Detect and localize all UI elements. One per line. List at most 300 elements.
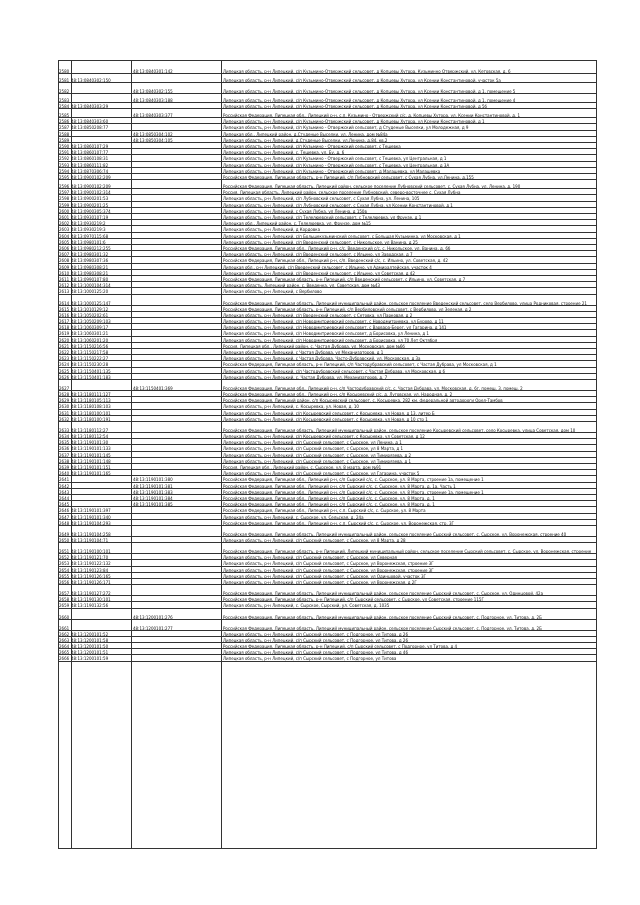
cadastral-number-b: [133, 220, 221, 225]
cadastral-number-a: 48:13:1200101:50: [71, 644, 109, 649]
cadastral-number-b: [133, 318, 221, 323]
address-cell: Липецкая область, р-н Липецкий, с/п Новодмитриевский сельсовет, с Варвара-Берег, ул Гагарина, д 141: [223, 325, 447, 330]
row-number: 2614: [59, 300, 70, 305]
cadastral-number-b: [133, 202, 221, 207]
cadastral-number-b: [133, 573, 221, 578]
row-number: 2599: [59, 202, 70, 207]
address-cell: Российская Федерация, Липецкая обл., Липецкий р-н, с/п Сырский с/с, с. Сырское, ул. 8 Марта, строение 1а, помещение 1: [223, 477, 484, 482]
row-number: 2581: [59, 78, 70, 82]
cadastral-number-b: [133, 343, 221, 348]
address-cell: Липецкая область, р-н Липецкий, с/п Сырский сельсовет, с Сырское, ул Одинцовой, участок 3Г: [223, 573, 426, 578]
cadastral-number-a: 48:13:0980307:36: [71, 258, 109, 263]
table-row: [58, 109, 597, 118]
document-table: [58, 60, 597, 849]
address-cell: Липецкая область, р-н Липецкий, с/п Сырский сельсовет, с Сырское, ул 8 Марта, д 28: [223, 538, 406, 543]
address-cell: Российская Федерация, Липецкая область, р-н Липецкий, с/п Сырский сельсовет, с Сырское, ул Советская, строение 115Г: [223, 597, 484, 602]
cadastral-number-a: 48:13:1150230:28: [71, 362, 109, 367]
address-cell: Липецкая область, р-н Липецкий, с. Тешевка, ул. Бу, д. 6: [223, 150, 345, 155]
cadastral-number-b: [133, 403, 221, 408]
cadastral-number-b: 48:13:0850304:102: [133, 131, 173, 136]
cadastral-number-b: [133, 257, 221, 262]
row-number: 2621: [59, 343, 70, 348]
cadastral-number-a: 48:13:1010129:12: [71, 306, 109, 311]
cadastral-number-a: 48:13:1060301:21: [71, 331, 109, 336]
address-cell: Липецкая область, р-н Липецкий, с/п Сырский сельсовет, с Сырское, ул Ленина, д 1: [223, 440, 402, 445]
address-cell: Российская Федерация, Липецкая обл., Липецкий р-н, с.п. Сырский с/с, с. Сырское, ул. 8 Марта: [223, 508, 426, 513]
cadastral-number-b: [133, 416, 221, 421]
cadastral-number-b: [133, 74, 221, 82]
cadastral-number-a: 48:13:1190126:165: [71, 573, 111, 578]
table-row: [58, 94, 597, 103]
row-number: 2613: [59, 289, 70, 294]
address-cell: Липецкая область, р-н Липецкий, с/п Косыревский сельсовет, с Косыревка, ул Новая, д 10 стр 1: [223, 416, 428, 421]
cadastral-number-b: [133, 374, 221, 379]
address-cell: Липецкая область, р-н Липецкий, с/п Частодубравский сельсовет, с Частая Дубрава, ул Московская, д 6: [223, 368, 446, 373]
cadastral-number-a: 48:13:0980308:21: [71, 270, 109, 275]
cadastral-number-a: [71, 83, 129, 93]
cadastral-number-b: [133, 349, 221, 354]
row-number: 2597: [59, 190, 70, 195]
row-number: 2592: [59, 156, 70, 161]
row-number: 2658: [59, 597, 70, 602]
address-cell: Липецкая область, р-н Липецкий, с/п Сырский сельсовет, с Подгорное, ул Титова, д 26: [223, 631, 408, 636]
address-cell: Липецкая область, р-н Липецкий, с Вербилово: [223, 289, 322, 294]
address-cell: Липецкая обл., Липецкий район, с. Телелюевка, ул. Фрунзе, дом №15: [223, 221, 371, 226]
cadastral-number-a: 48:13:0840303:29: [71, 104, 109, 109]
cadastral-number-b: [133, 631, 221, 636]
cadastral-number-b: 48:13:0840303:377: [133, 113, 173, 118]
cadastral-number-a: 48:13:1190123:84: [71, 567, 109, 572]
cadastral-number-b: [133, 288, 221, 293]
address-cell: Липецкая область, р-н Липецкий, с. Сырское, ул. Сельская, д. 24а: [223, 514, 364, 519]
address-cell: Липецкая область, р-н Липецкий, с/п Большекузьминский сельсовет, с Большая Кузьминка, ул Московская, д 1: [223, 233, 461, 238]
row-number: 2631: [59, 410, 70, 415]
row-number: 2632: [59, 416, 70, 421]
row-number: 2634: [59, 434, 70, 439]
cadastral-number-b: [133, 464, 221, 469]
address-cell: Липецкая область, р-н Липецкий, с. Косыревка, ул. Новая, д. 10: [223, 404, 359, 409]
row-number: 2583: [59, 98, 70, 102]
cadastral-number-a: 48:13:1190126:171: [71, 580, 111, 585]
table-row: [58, 585, 597, 596]
address-cell: Липецкая область, р-н Липецкий, с/п Сырский сельсовет, с Сырское, ул Воронежская, строение 3Г: [223, 567, 434, 572]
table-row: [58, 526, 597, 537]
cadastral-number-b: 48:13:0850304:105: [133, 137, 173, 142]
address-cell: Липецкая область, р-н Липецкий, с Частая Дубрава, ул Механизаторов, д 1: [223, 350, 384, 355]
cadastral-number-b: [133, 195, 221, 200]
address-cell: Российская Федерация, Липецкая область, р-н Липецкий, с/п Сырский сельсовет, с Подгорное, ул Титова, д 4: [223, 644, 458, 649]
address-cell: Российская Федерация, Липецкая область, Липецкий муниципальный район, сельское поселение Косыревский сельсовет, село Косыревка, улица Советская, дом 10: [223, 428, 576, 432]
table-row: [58, 74, 597, 83]
address-cell: Липецкая область, р-н Липецкий, с Частая Дубрава, Часто-Дубравский, ул. Московская, д 3а: [223, 356, 421, 361]
cadastral-number-a: 48:13:1190101:340: [71, 514, 111, 519]
cadastral-number-a: 48:13:1200101:58: [71, 637, 109, 642]
address-cell: Липецкая область, р-н Липецкий, с/п Новодмитриевский сельсовет, д Борисовка, ул 70 Лет Октября: [223, 337, 438, 342]
row-number: 2655: [59, 573, 70, 578]
cadastral-number-b: [133, 103, 221, 108]
row-number: 2652: [59, 555, 70, 560]
address-cell: Липецкая область, р-н Липецкий, с/п Телелюевский сельсовет, с Телелюевка, ул Фрунзе, д 1: [223, 215, 422, 220]
row-number: 2644: [59, 496, 70, 501]
address-cell: Российская Федерация, Липецкая область, р-н Липецкий, с/п Частодубравский сельсовет, с Частая Дубрава, ул Московская, д 1: [223, 362, 497, 367]
cadastral-number-b: [133, 649, 221, 654]
cadastral-number-a: 48:13:0930219:3: [71, 227, 106, 232]
row-number: 2582: [59, 89, 70, 93]
address-cell: Российская Федерация, Липецкая область, р-н Липецкий, с/п Вербиловский сельсовет, с Вербилово, ул Зеленая, д 2: [223, 306, 472, 311]
row-number: 2589: [59, 137, 70, 142]
address-cell: Липецкая область, р-н Липецкий, с/п Сырский сельсовет, с Сырское, ул Воронежская, строение 3Г: [223, 561, 434, 566]
cadastral-number-a: 48:13:0980212:255: [71, 246, 111, 251]
cadastral-number-a: 48:13:1190101:397: [71, 508, 111, 513]
cadastral-number-b: [133, 264, 221, 269]
table-row: [58, 543, 597, 554]
cadastral-number-a: [71, 476, 129, 481]
address-cell: Липецкая область, р-н Липецкий, с/п Кузьмино - Отвержский сельсовет, д Студеные Выселки, ул Молодежная, д 9: [223, 125, 469, 130]
row-number: 2620: [59, 337, 70, 342]
row-number: 2588: [59, 131, 70, 136]
cadastral-number-b: [133, 143, 221, 148]
cadastral-number-b: [133, 337, 221, 342]
address-cell: Липецкая область, р-н Липецкий, с/п Введенский сельсовет, с Ильино, ул Заводская, д 7: [223, 252, 413, 257]
row-number: 2633: [59, 428, 70, 432]
cadastral-number-b: [133, 655, 221, 660]
address-cell: Липецкая область, р-н Липецкий, с/п Сырский сельсовет, с Сырское, ул 8 Марта, д 1: [223, 446, 404, 451]
address-cell: Липецкая область, р-н Липецкий, с/п Кузьмино-Отвержский сельсовет, д Копцевы Хутора, ул Ксении Константиновой, д 5б: [223, 104, 488, 109]
row-number: 2593: [59, 162, 70, 167]
cadastral-number-b: [133, 155, 221, 160]
address-cell: Липецкая область, р-н Липецкий, с Сухая Лубна, ул Ленина, д 150в: [223, 208, 367, 213]
cadastral-number-b: [133, 361, 221, 366]
cadastral-number-b: 48:13:1150401:369: [133, 386, 173, 390]
address-cell: Российская Федерация, Липецкая обл., Липецкий р-н, с/п Сырский с/с, с. Сырское, ул. 8 Марта, д. 1: [223, 496, 435, 501]
cadastral-number-b: [133, 554, 221, 559]
row-number: 2596: [59, 184, 70, 189]
row-number: 2603: [59, 227, 70, 232]
cadastral-number-a: [71, 109, 129, 117]
row-number: 2602: [59, 221, 70, 226]
row-number: 2601: [59, 215, 70, 220]
address-cell: Липецкая область, р-н Липецкий, с/п Лубновский сельсовет, с Сухая Лубна, ул. Ленина, 105: [223, 196, 420, 201]
cadastral-number-b: [133, 602, 221, 607]
row-number: 2612: [59, 283, 70, 288]
cadastral-number-a: [71, 620, 129, 630]
cadastral-number-b: [133, 526, 221, 536]
table-row: [58, 60, 597, 74]
cadastral-number-a: 48:13:0850208:77: [71, 125, 109, 130]
address-cell: Липецкая область, р-н Липецкий, с/п Кузьмино - Отвержский сельсовет, с Тешевка, ул Центральная, д 1: [223, 156, 447, 161]
address-cell: Российская Федерация, Липецкая обл., Липецкий р-н, с/п Частодубравский с/с, с. Частая Дубрава, ул. Московская, д. 6г, помещ. 3, помещ. 2: [223, 386, 523, 390]
address-cell: Российская Федерация, Липецкая область, Липецкий муниципальный район, сельское поселение Сырский сельсовет, с. Подгорное, ул. Титова, д. 2Б: [223, 614, 542, 619]
address-cell: Российская Федерация, Липецкая область, Липецкий муниципальный район, сельское поселение Сырский сельсовет, с. Сырское, ул. Одинцовой, 42а: [223, 591, 544, 596]
cadastral-number-b: [133, 368, 221, 373]
address-cell: Липецкая область, р-н Липецкий, с/п Сырский сельсовет, с Подгорное, ул Титова, д 46: [223, 650, 408, 655]
cadastral-number-b: [133, 251, 221, 256]
cadastral-number-b: [133, 433, 221, 438]
cadastral-number-b: [133, 118, 221, 123]
cadastral-number-b: [133, 520, 221, 525]
cadastral-number-a: 48:13:1190101:165: [71, 471, 111, 476]
cadastral-number-b: [133, 226, 221, 231]
row-number: 2622: [59, 350, 70, 355]
table-row: [58, 83, 597, 94]
cadastral-number-a: 48:13:0990107:80: [71, 277, 109, 282]
cadastral-number-a: [71, 60, 129, 73]
cadastral-number-a: 48:13:1190101:30: [71, 440, 109, 445]
cadastral-number-b: [133, 422, 221, 432]
cadastral-number-b: [133, 306, 221, 311]
address-cell: Липецкая область, р-н Липецкий, с/п Косыревский сельсовет, с Косыревка, ул Советская, д 12: [223, 434, 425, 439]
cadastral-number-b: [133, 514, 221, 519]
cadastral-number-b: [133, 233, 221, 238]
address-cell: Российская Федерация, Липецкая обл., Липецкий р-н, с/п. Введенский с/с, с. Ильино, ул. Советская, д. 42: [223, 258, 448, 263]
row-number: 2584: [59, 104, 70, 109]
cadastral-number-b: [133, 208, 221, 213]
row-number: 2639: [59, 465, 70, 470]
address-cell: Российская Федерация, Липецкая обл., Липецкий р-н, с/п Сырский с/с, с. Сырское, ул. 8 Марта, д. 1: [223, 502, 435, 507]
cadastral-number-a: 48:13:1000125:20: [71, 289, 109, 294]
cadastral-number-a: 48:13:0860107:29: [71, 144, 109, 149]
address-cell: Российская Федерация, Липецкая область, р-н Липецкий, с/п Лубновский сельсовет, с Сухая Лубна, ул.Ленина, д.155: [223, 175, 474, 180]
row-number: 2615: [59, 306, 70, 311]
row-number: 2594: [59, 168, 70, 173]
row-number: 2609: [59, 264, 70, 269]
cadastral-number-a: [71, 495, 129, 500]
row-number: 2605: [59, 239, 70, 244]
row-number: 2653: [59, 561, 70, 566]
table-row: [58, 609, 597, 620]
row-number: 2607: [59, 252, 70, 257]
row-number: 2606: [59, 246, 70, 251]
cadastral-number-a: 48:13:0900201:53: [71, 196, 109, 201]
cadastral-number-b: 48:13:1190101:381: [133, 483, 173, 488]
address-cell: Липецкая область, р-н Липецкий, с/п Косыревский сельсовет, с Косыревка, ул Новая, д 13, литер Б: [223, 410, 435, 415]
row-number: 2646: [59, 508, 70, 513]
cadastral-number-a: [71, 483, 129, 488]
address-cell: Российская Федерация, Липецкая область, Липецкий муниципальный район, сельское поселение Сырский сельсовет, с. Сырское, ул. Воронежская, строение 40: [223, 532, 567, 536]
cadastral-number-a: 48:13:1180111:127: [71, 392, 111, 397]
cadastral-number-a: 48:13:0970115:68: [71, 233, 109, 238]
row-number: 2629: [59, 398, 70, 403]
address-cell: Российская Федерация, Липецкая обл., Липецкий р-н, с/с. Введенский с/с, с. Никольское, ул. Ванина, д. 6б: [223, 246, 451, 251]
cadastral-number-b: [133, 239, 221, 244]
cadastral-number-b: [133, 596, 221, 601]
address-cell: Липецкая область, р-н Липецкий, с/п Сырский сельсовет, с Подгорное, ул Титова: [223, 656, 397, 661]
address-cell: Российская Федерация, Липецкая область, Липецкий муниципальный район, сельское поселение Сырский сельсовет, с. Подгорное, ул. Титова, д. 2Б: [223, 625, 542, 630]
row-number: 2659: [59, 603, 70, 608]
row-number: 2600: [59, 208, 70, 213]
row-number: 2623: [59, 356, 70, 361]
cadastral-number-b: 48:13:1190101:385: [133, 502, 173, 507]
address-cell: Российская Федерация, Липецкая обл., Липецкий р-н, с.п. Сырский с/с, с. Сырское, ул. Воронежская, стр. 3Г: [223, 520, 454, 525]
cadastral-number-b: [133, 270, 221, 275]
address-cell: Липецкая область, р-н Липецкий, с/п Введенский сельсовет, с Ильино, ул Советская, д 42: [223, 270, 415, 275]
address-cell: Липецкая область, р-н Липецкий, с/п Сырский сельсовет, с Сырское, ул Гагарина, участок 5: [223, 471, 420, 476]
cadastral-number-a: [71, 137, 129, 142]
row-number: 2604: [59, 233, 70, 238]
cadastral-number-b: [133, 282, 221, 287]
cadastral-number-a: 48:13:1190121:70: [71, 555, 109, 560]
address-cell: Липецкая область, р-н Липецкий, с/п Кузьмино-Отвержский сельсовет, д Копцевы Хутора, Кузьминно Отвержский, ул. Кетовская, д. 6: [223, 69, 511, 73]
cadastral-number-b: [133, 214, 221, 219]
cadastral-number-b: [133, 567, 221, 572]
cadastral-number-a: 48:13:1190104:258: [71, 532, 111, 536]
cadastral-number-a: 48:13:1150216:56: [71, 343, 109, 348]
cadastral-number-a: 48:13:1180100:101: [71, 410, 111, 415]
row-number: 2643: [59, 489, 70, 494]
address-cell: Липецкая обл., Липецкий район, д.Студеные Выселки, ул. Ленина, дом №84а: [223, 131, 388, 136]
cadastral-number-a: [71, 501, 129, 506]
address-cell: Российская Федерация, Липецкая область, р-н Липецкий, с/п Введенский сельсовет, с Ильино, ул. Советская, д 7: [223, 277, 466, 282]
cadastral-number-b: [133, 174, 221, 179]
cadastral-number-a: 48:13:0870306:74: [71, 168, 109, 173]
row-number: 2618: [59, 325, 70, 330]
address-cell: Российская Федерация, Липецкая область, Липецкий муниципальный район, сельское поселение Введенский сельсовет, село Вербилово, улица Родниковая, строение 21: [223, 300, 587, 305]
address-cell: Липецкая область, р-н Липецкий, с/п Сырский сельсовет, с Сырское, ул Воронежская, д 2Г: [223, 580, 417, 585]
cadastral-number-b: [133, 507, 221, 512]
cadastral-number-b: [133, 162, 221, 167]
address-cell: Липецкая область, р-н Липецкий, с/п Введенский сельсовет, с Сетовка, ул Парковая, д 2: [223, 312, 413, 317]
cadastral-number-a: 48:13:0900102:209: [71, 184, 111, 189]
cadastral-number-a: 48:13:1150401:135: [71, 368, 111, 373]
cadastral-number-b: 48:13:0840302:155: [133, 89, 173, 93]
cadastral-number-a: 48:13:0900102:314: [71, 190, 111, 195]
cadastral-number-b: [133, 168, 221, 173]
cadastral-number-a: 48:13:0900305:374: [71, 208, 111, 213]
address-cell: Россия, Липецкая область, Липецкий район, сельское поселение Лубновский, северо-восточнее с. Сухая Лубна: [223, 190, 461, 195]
cadastral-number-a: [71, 380, 129, 390]
row-number: 2647: [59, 514, 70, 519]
cadastral-number-b: [133, 560, 221, 565]
row-number: 2619: [59, 331, 70, 336]
cadastral-number-a: 48:13:0900102:209: [71, 175, 111, 180]
cadastral-number-a: 48:13:0860111:82: [71, 162, 109, 167]
address-cell: Липецкая область, р-н Липецкий, с/п Лубновский сельсовет, с Сухая Лубна, ул Ксении Константиновой, д 1: [223, 202, 453, 207]
row-number: 2585: [59, 113, 70, 118]
row-number: 2651: [59, 549, 70, 554]
cadastral-number-b: [133, 397, 221, 402]
table-row: [58, 620, 597, 631]
cadastral-number-a: 48:13:1000104:314: [71, 283, 111, 288]
row-number: 2661: [59, 625, 70, 630]
row-number: 2641: [59, 477, 70, 482]
row-number: 2664: [59, 644, 70, 649]
address-cell: Липецкая область, р-н Липецкий, с/п Новодмитриевский сельсовет, д Борисовка, ул Ленина, д 1: [223, 331, 429, 336]
address-cell: Липецкая область, р-н Липецкий, с/п Кузьмино - Отвержский сельсовет, с Тешевка, ул Центральная, д 3А: [223, 162, 450, 167]
cadastral-number-b: [133, 312, 221, 317]
cadastral-number-b: [133, 391, 221, 396]
row-number: 2628: [59, 392, 70, 397]
address-cell: Липецкая область, р-н Липецкий, с. Сырское, Сырский, ул. Советская, д. 1035: [223, 603, 390, 608]
cadastral-number-a: [71, 94, 129, 102]
cadastral-number-a: 48:13:1190101:133: [71, 446, 111, 451]
address-cell: Российская Федерация, Липецкая обл., Липецкий р-н, с.п. Кузьмино - Отвержский с/с, д. Копцевы Хутора, ул. Ксении Константиновой, д. 1: [223, 113, 521, 118]
address-cell: Липецкая область, р-н Липецкий, с/п Кузьмино - Отвержский сельсовет, д Малашевка, ул Малашевка: [223, 168, 441, 173]
address-cell: Липецкая область, р-н Липецкий, д.Студеные Выселки, ул.Ленина, д.84, кв.2: [223, 137, 388, 142]
row-number: 2637: [59, 452, 70, 457]
table-row: [58, 380, 597, 391]
cadastral-number-a: 48:13:0980101:6: [71, 239, 106, 244]
cadastral-number-a: 48:13:1060201:20: [71, 337, 109, 342]
address-cell: Липецкая область, р-н Липецкий, с/п Введенский сельсовет, с Никольское, ул Ванина, д 25: [223, 239, 418, 244]
cadastral-number-a: 48:13:1200101:52: [71, 631, 109, 636]
row-number: 2630: [59, 404, 70, 409]
row-number: 2608: [59, 258, 70, 263]
cadastral-number-a: 48:13:1000125:147: [71, 300, 111, 305]
cadastral-number-a: [71, 489, 129, 494]
cadastral-number-a: 48:13:1190104:71: [71, 538, 109, 543]
cadastral-number-a: 48:13:0900201:25: [71, 202, 109, 207]
cadastral-number-a: 48:13:1150401:183: [71, 374, 111, 379]
row-number: 2595: [59, 175, 70, 180]
row-number: 2626: [59, 374, 70, 379]
address-cell: Российская Федерация, Липецкая обл., Липецкий р-н, с/п Сырский с/с, с. Сырское, ул. 8 Марта, строение 1а, помещение 1: [223, 489, 484, 494]
row-number: 2611: [59, 277, 70, 282]
cadastral-number-b: 48:13:1190101:383: [133, 489, 173, 494]
cadastral-number-b: 48:13:0840301:142: [133, 69, 173, 73]
cadastral-number-b: 48:13:0840303:188: [133, 98, 173, 102]
row-number: 2649: [59, 532, 70, 536]
cadastral-number-a: 48:13:1190122:132: [71, 561, 111, 566]
cadastral-number-a: 48:13:0840303:60: [71, 119, 109, 124]
address-cell: Липецкая область, р-н Липецкий, с/п Сырский сельсовет, с Сырское, ул Тимирязева, д 2: [223, 452, 412, 457]
row-number: 2636: [59, 446, 70, 451]
cadastral-number-b: 48:13:1200101:277: [133, 625, 173, 630]
cadastral-number-b: [133, 149, 221, 154]
address-cell: Липецкая область, р-н Липецкий, с/п Сырский сельсовет, с Подгорное, ул Титова, д 26: [223, 637, 408, 642]
address-cell: Россия, Липецкая обл., Липецкий район, с. Частая Дубрава, ул. Московская, дом №6б: [223, 343, 405, 348]
cadastral-number-a: 48:13:1190101:151: [71, 465, 111, 470]
cadastral-number-b: [133, 330, 221, 335]
table-row: [58, 180, 597, 189]
row-number: 2616: [59, 312, 70, 317]
address-cell: Липецкая область, р-н Липецкий, с/п Новодмитриевский сельсовет, с Новодмитриевка, ул Бурово, д 11: [223, 319, 444, 324]
cadastral-number-a: 48:13:0980308:21: [71, 264, 109, 269]
cadastral-number-a: 48:13:1190101:148: [71, 458, 111, 463]
cadastral-number-b: [133, 324, 221, 329]
cadastral-number-a: 48:13:0840302:150: [71, 78, 111, 82]
row-number: 2627: [59, 386, 70, 390]
cadastral-number-b: [133, 537, 221, 542]
cadastral-number-a: 48:13:1190100:101: [71, 549, 111, 554]
cadastral-number-b: [133, 637, 221, 642]
row-number: 2617: [59, 319, 70, 324]
address-cell: Российская Федерация, Липецкая область, р-н Липецкий, Липецкий муниципальный район, сельское поселение Сырский сельсовет, с. Сырское, ул. Воронежская, строение: [223, 549, 592, 554]
row-number: 2662: [59, 631, 70, 636]
cadastral-number-a: 48:13:1190104:293: [71, 520, 111, 525]
row-number: 2580: [59, 69, 70, 73]
address-cell: Липецкая обл., р-н Липецкий, с/п Введенский сельсовет, с Ильино, ул Адмиралтейская, участок 4: [223, 264, 432, 269]
address-cell: Липецкая область, р-н Липецкий, с. Частая Дубрава, ул. Механизаторов, д. 7: [223, 374, 388, 379]
cadastral-number-b: [133, 410, 221, 415]
cadastral-number-a: 48:13:1180112:27: [71, 428, 109, 432]
cadastral-number-a: 48:13:0930107:19: [71, 215, 109, 220]
cadastral-number-a: 48:13:0860107:77: [71, 150, 109, 155]
address-cell: Российская Федерация, Липецкая обл., Липецкий р-н, с/п Косыревский с/с, д. Луговская, ул. Народная, д. 2: [223, 392, 453, 397]
row-number: 2657: [59, 591, 70, 596]
cadastral-number-a: 48:13:1150217:58: [71, 350, 109, 355]
table-row: [58, 655, 597, 661]
row-number: 2642: [59, 483, 70, 488]
cadastral-number-a: 48:13:0860108:31: [71, 156, 109, 161]
cadastral-number-b: [133, 452, 221, 457]
cadastral-number-b: [133, 643, 221, 648]
row-number: 2660: [59, 614, 70, 619]
address-cell: Липецкая область, р-н Липецкий, с/п Кузьмино - Отвержский сельсовет, с Тешевка: [223, 144, 401, 149]
cadastral-number-a: 48:13:0980301:32: [71, 252, 109, 257]
cadastral-number-a: 48:13:1200101:51: [71, 650, 109, 655]
cadastral-number-b: [133, 543, 221, 553]
cadastral-number-b: [133, 585, 221, 595]
